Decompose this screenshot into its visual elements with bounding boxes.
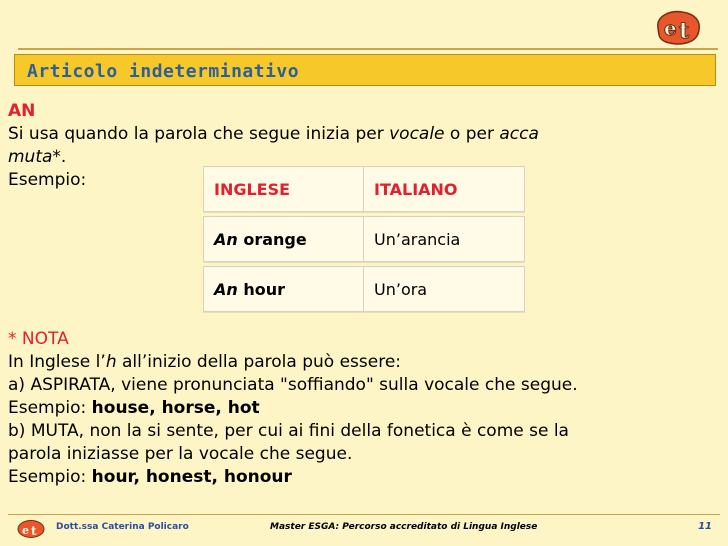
slide-title-bar (14, 54, 716, 86)
table-row (203, 216, 525, 262)
slide-title: Articolo indeterminativo (27, 61, 300, 82)
example-table (203, 166, 525, 316)
nota-section (8, 328, 720, 489)
header-italiano: ITALIANO (374, 179, 458, 199)
slide-footer (8, 514, 720, 540)
cell-italiano: Un’arancia (374, 229, 461, 249)
svg-text:t: t (679, 18, 690, 44)
footer-author: Dott.ssa Caterina Policaro (56, 522, 189, 532)
cell-inglese: An hour (204, 267, 364, 311)
nota-line: Esempio: house, horse, hot (8, 398, 260, 418)
nota-line: b) MUTA, non la si sente, per cui ai fini della fonetica è come se la (8, 421, 569, 441)
et-logo-icon (16, 519, 46, 539)
table-row (203, 266, 525, 312)
nota-line: Esempio: hour, honest, honour (8, 467, 292, 487)
top-divider (18, 48, 718, 50)
esempio-label: Esempio: (8, 170, 87, 190)
cell-inglese: An orange (204, 217, 364, 261)
an-rule-line2: muta*. (8, 147, 67, 167)
footer-course: Master ESGA: Percorso accreditato di Lingua Inglese (270, 522, 538, 532)
cell-italiano: Un’ora (374, 279, 428, 299)
header-inglese: INGLESE (204, 167, 364, 211)
svg-text:e: e (664, 16, 677, 40)
page-number: 11 (698, 521, 712, 532)
et-logo-icon (652, 8, 704, 46)
an-rule-line1: Si usa quando la parola che segue inizia per vocale o per acca (8, 124, 539, 144)
nota-line: parola iniziasse per la vocale che segue. (8, 444, 353, 464)
nota-heading: * NOTA (8, 329, 69, 349)
nota-line: In Inglese l’h all’inizio della parola può essere: (8, 352, 402, 372)
svg-text:e: e (22, 524, 29, 537)
svg-text:t: t (31, 524, 37, 538)
table-header-row (203, 166, 525, 212)
an-heading: AN (8, 101, 36, 121)
nota-line: a) ASPIRATA, viene pronunciata "soffiando" sulla vocale che segue. (8, 375, 578, 395)
